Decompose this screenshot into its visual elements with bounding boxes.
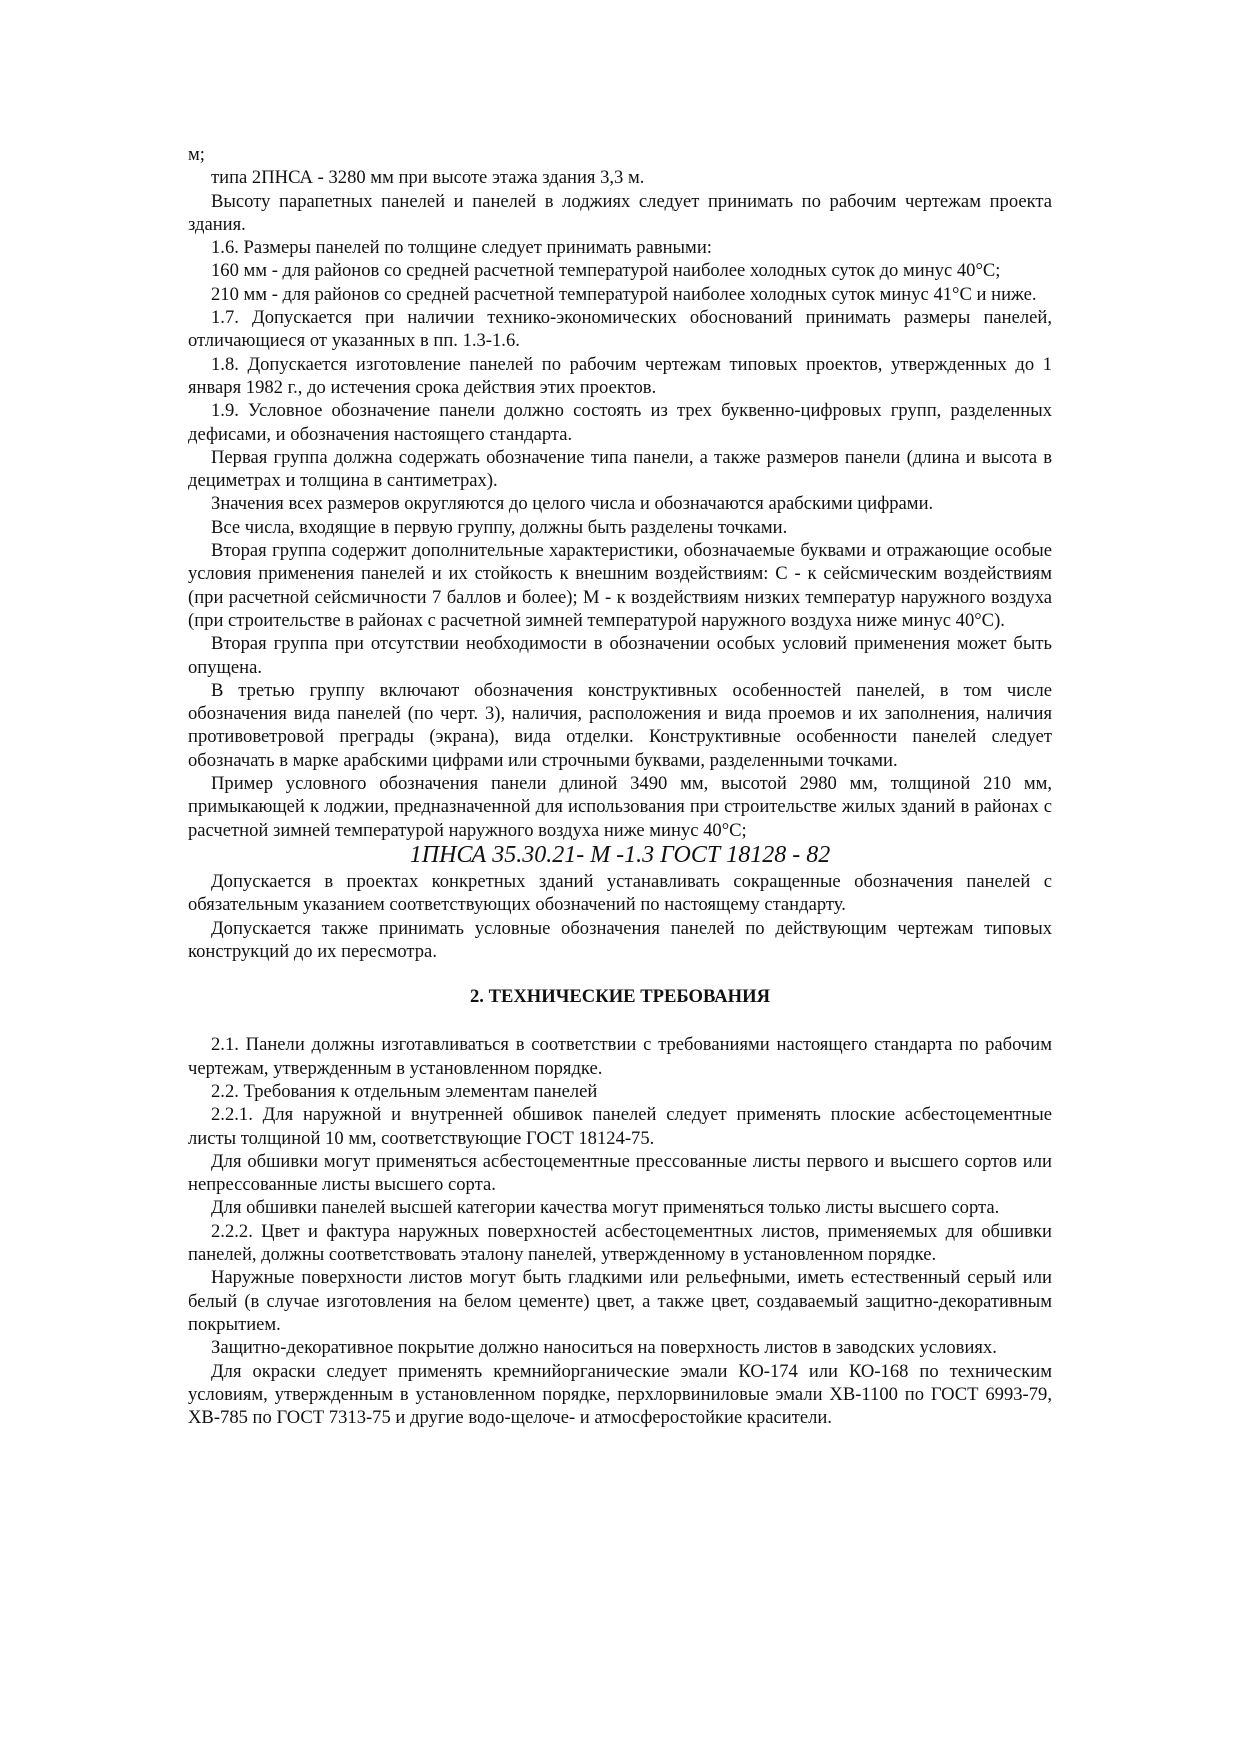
paragraph: 1.9. Условное обозначение панели должно состоять из трех буквенно-цифровых групп, разделенных дефисами, и обозначения настоящего стандарта. <box>188 400 1052 445</box>
paragraph: м; <box>188 144 205 165</box>
paragraph: 160 мм - для районов со средней расчетной температурой наиболее холодных суток до минус 40°С; <box>211 260 1001 282</box>
paragraph: Все числа, входящие в первую группу, должны быть разделены точками. <box>211 516 788 538</box>
paragraph: 1.8. Допускается изготовление панелей по рабочим чертежам типовых проектов, утвержденных до 1 января 1982 г., до истечения срока действия этих проектов. <box>188 353 1052 398</box>
paragraph: Вторая группа при отсутствии необходимости в обозначении особых условий применения может быть опущена. <box>188 633 1052 678</box>
paragraph: 2.1. Панели должны изготавливаться в соответствии с требованиями настоящего стандарта по рабочим чертежам, утвержденным в установленном порядке. <box>188 1034 1052 1079</box>
paragraph: Для окраски следует применять кремнийорганические эмали КО-174 или КО-168 по техническим условиям, утвержденным в установленном порядке, перхлорвиниловые эмали ХВ-1100 по ГОСТ 6993-79, ХВ-785 по ГОСТ 7313-75 и другие водо-щелоче- и атмосферостойкие красители. <box>188 1360 1052 1429</box>
section-heading: 2. ТЕХНИЧЕСКИЕ ТРЕБОВАНИЯ <box>469 986 771 1008</box>
paragraph: Первая группа должна содержать обозначение типа панели, а также размеров панели (длина и высота в дециметрах и толщина в сантиметрах). <box>188 446 1052 492</box>
paragraph: Пример условного обозначения панели длиной 3490 мм, высотой 2980 мм, толщиной 210 мм, примыкающей к лоджии, предназначенной для использования при строительстве жилых зданий в районах с расчетной зимней температурой наружного воздуха ниже минус 40°С; <box>188 773 1052 841</box>
paragraph: Для обшивки панелей высшей категории качества могут применяться только листы высшего сорта. <box>211 1197 1000 1219</box>
paragraph: Высоту парапетных панелей и панелей в лоджиях следует принимать по рабочим чертежам проекта здания. <box>188 190 1052 235</box>
paragraph: Защитно-декоративное покрытие должно наноситься на поверхность листов в заводских условиях. <box>211 1337 997 1359</box>
paragraph: типа 2ПНСА - 3280 мм при высоте этажа здания 3,3 м. <box>211 167 645 189</box>
paragraph: 1.6. Размеры панелей по толщине следует принимать равными: <box>211 237 712 259</box>
paragraph: Для обшивки могут применяться асбестоцементные прессованные листы первого и высшего сортов или непрессованные листы высшего сорта. <box>188 1150 1052 1196</box>
paragraph: Значения всех размеров округляются до целого числа и обозначаются арабскими цифрами. <box>211 493 934 515</box>
paragraph: Допускается в проектах конкретных зданий устанавливать сокращенные обозначения панелей с обязательным указанием соответствующих обозначений по настоящему стандарту. <box>188 870 1052 916</box>
paragraph: 2.2. Требования к отдельным элементам панелей <box>211 1080 598 1102</box>
paragraph: В третью группу включают обозначения конструктивных особенностей панелей, в том числе обозначения вида панелей (по черт. 3), наличия, расположения и вида проемов и их заполнения, наличия противоветровой преграды (экрана), вида отделки. Конструктивные особенности панелей следует обозначать в марке арабскими цифрами или строчными буквами, разделенными точками. <box>188 679 1052 771</box>
paragraphs-before <box>188 143 1052 842</box>
document-page <box>188 143 1052 1429</box>
paragraph: Наружные поверхности листов могут быть гладкими или рельефными, иметь естественный серый или белый (в случае изготовления на белом цементе) цвет, а также цвет, создаваемый защитно-декоративным покрытием. <box>188 1267 1052 1335</box>
paragraphs-middle <box>188 870 1052 963</box>
paragraph: 2.2.2. Цвет и фактура наружных поверхностей асбестоцементных листов, применяемых для обшивки панелей, должны соответствовать эталону панелей, утвержденному в установленном порядке. <box>188 1220 1052 1266</box>
paragraph: 1.7. Допускается при наличии технико-экономических обоснований принимать размеры панелей, отличающиеся от указанных в пп. 1.3-1.6. <box>188 307 1052 352</box>
paragraph: 2.2.1. Для наружной и внутренней обшивок панелей следует применять плоские асбестоцементные листы толщиной 10 мм, соответствующие ГОСТ 18124-75. <box>188 1104 1052 1149</box>
paragraphs-after <box>188 1033 1052 1429</box>
paragraph: Допускается также принимать условные обозначения панелей по действующим чертежам типовых конструкций до их пересмотра. <box>188 917 1052 962</box>
paragraph: 210 мм - для районов со средней расчетной температурой наиболее холодных суток минус 41°С и ниже. <box>211 283 1037 305</box>
paragraph: Вторая группа содержит дополнительные характеристики, обозначаемые буквами и отражающие особые условия применения панелей и их стойкость к внешним воздействиям: С - к сейсмическим воздействиям (при расчетной сейсмичности 7 баллов и более); М - к воздействиям низких температур наружного воздуха (при строительстве в районах с расчетной зимней температурой наружного воздуха ниже минус 40°С). <box>188 540 1052 631</box>
designation-formula: 1ПНСА 35.30.21- М -1.3 ГОСТ 18128 - 82 <box>409 841 831 868</box>
